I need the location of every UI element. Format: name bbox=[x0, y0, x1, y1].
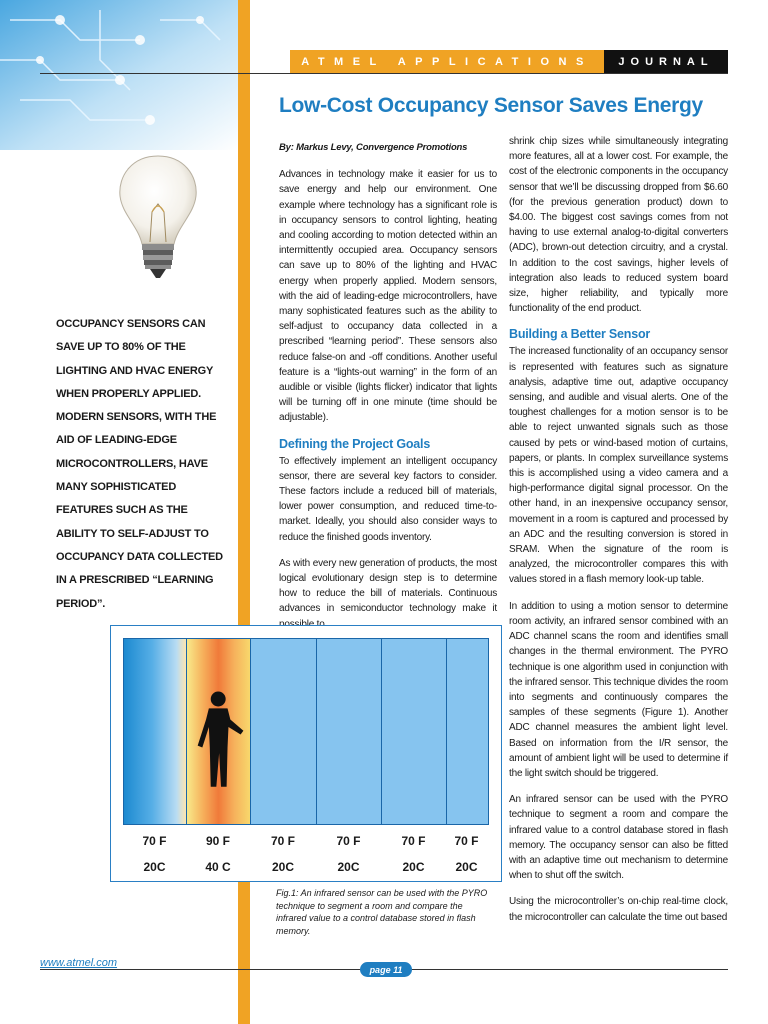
temp-f-label: 70 F bbox=[270, 834, 295, 848]
byline: By: Markus Levy, Convergence Promotions bbox=[279, 142, 468, 153]
header-brand: ATMEL APPLICATIONS bbox=[290, 50, 604, 74]
subheading: Defining the Project Goals bbox=[279, 436, 431, 451]
article-title: Low-Cost Occupancy Sensor Saves Energy bbox=[279, 94, 703, 117]
temp-f-label: 90 F bbox=[205, 834, 230, 848]
paragraph: shrink chip sizes while simultaneously integrating more features, all at a lower cost. For example, the cost of the electronic components in the occupancy sensor that we’ll be discussing dropped from $6.60 (for the previous generation product) down to $4.00. The biggest cost savings comes from not having to use external analog-to-digital converters (ADC), brown-out detection circuitry, and a crystal. In addition to the cost savings, higher levels of integration also leads to reduced system board size, higher reliability, and typically more functionality of the end product. bbox=[509, 136, 728, 315]
sidebar-pullquote: OCCUPANCY SENSORS CAN SAVE UP TO 80% OF THE LIGHTING AND HVAC ENERGY WHEN PROPERLY APPLIED. MODERN SENSORS, WITH THE AID OF LEADING-EDGE MICROCONTROLLERS, HAVE MANY SOPHISTICATED FEATURES SUCH AS THE ABILITY TO SELF-ADJUST TO OCCUPANCY DATA COLLECTED IN A PRESCRIBED “LEARNING PERIOD”. bbox=[56, 318, 223, 610]
room-segments-diagram bbox=[123, 638, 489, 825]
paragraph: An infrared sensor can be used with the PYRO technique to segment a room and compare the infrared value to a control database stored in flash memory. The occupancy sensor can also be fitted with an adaptive time out mechanism to determine when to shut off the switch. bbox=[509, 794, 728, 882]
fahrenheit-row bbox=[123, 828, 487, 854]
temp-c-label: 20C bbox=[337, 860, 360, 874]
temp-f-label: 70 F bbox=[336, 834, 361, 848]
figure-caption: Fig.1: An infrared sensor can be used with the PYRO technique to segment a room and compare the infrared value to a control database stored in flash memory. bbox=[276, 888, 488, 936]
paragraph: As with every new generation of products, the most logical evolutionary design step is to determine how to reduce the bill of materials. Continuous advances in semiconductor technology make it bbox=[279, 557, 497, 615]
top-divider bbox=[40, 73, 728, 74]
room-segment bbox=[382, 639, 447, 824]
temp-c-label: 20C bbox=[402, 860, 425, 874]
subheading: Building a Better Sensor bbox=[509, 327, 651, 342]
header-section: JOURNAL bbox=[604, 50, 728, 74]
figure-1 bbox=[110, 625, 502, 882]
article-column-1 bbox=[279, 140, 497, 643]
temp-c-label: 40 C bbox=[205, 860, 231, 874]
paragraph: Advances in technology make it easier for us to save energy and help our environment. One example where technology has a significant role is in occupancy sensors to control lighting, heating and cooling according to motion detected within an intermittently occupied area. Occupancy sensors can save up to 80% of the lighting and HVAC energy when properly applied. Modern sensors, with the aid of leading-edge microcontrollers, have many sophisticated features such as the ability to self-adjust to occupancy data collected in a prescribed “learning period”. These sensors also reduce false-on and -off conditions. Another useful feature is a “lights-out warning” in the form of an audible or visible (lights flicker) indicator that lights will be turning off in one minute (time should be adjustable). bbox=[279, 169, 497, 424]
paragraph: To effectively implement an intelligent occupancy sensor, there are several key factors to consider. These factors include a reduced bill of materials, lower power consumption, and reduced time-to-market. Ideally, you should also consider ways to reduce the finished goods inventory. bbox=[279, 455, 497, 543]
website-link[interactable]: www.atmel.com bbox=[40, 957, 118, 969]
article-column-2 bbox=[509, 134, 728, 936]
temp-c-label: 20C bbox=[271, 860, 294, 874]
person-silhouette-icon bbox=[193, 689, 249, 793]
temp-c-label: 20C bbox=[143, 860, 166, 874]
room-segment bbox=[317, 639, 382, 824]
temp-c-label: 20C bbox=[455, 860, 478, 874]
journal-header bbox=[290, 50, 728, 74]
paragraph: In addition to using a motion sensor to determine room activity, an infrared sensor combined with an ADC channel scans the room and identifies small changes in the thermal environment. The PYRO technique is one algorithm used in conjunction with the infrared sensor. This technique divides the room into segments and continuously compares the samples of these segments (Figure 1). Another ADC channel measures the ambient light level. Based on information from the I/R sensor, the amount of ambient light will be used to determine if the light switch should be triggered. bbox=[509, 600, 728, 779]
paragraph: The increased functionality of an occupancy sensor is represented with features such as signature analysis, adaptive time out, adaptive occupancy sensing, and audible and visual alerts. One of the toughest challenges for a motion sensor is to be able to reject unwanted signals such as those caused by pets or wind-based motion of curtains, papers, or plants. In complex surveillance systems this is accomplished using a video camera and a high-performance digital signal processor. On the other hand, in an inexpensive occupancy sensor, movement in a room is captured and processed by an ADC and the resulting conversion is stored in SRAM. When the signature of the room is analyzed, the microcontroller compares this with values stored in a flash memory look-up table. bbox=[509, 346, 728, 586]
temperature-labels bbox=[123, 828, 487, 880]
room-segment bbox=[124, 639, 187, 824]
circuit-pattern-decoration bbox=[0, 0, 240, 150]
room-segment bbox=[251, 639, 317, 824]
temp-f-label: 70 F bbox=[142, 834, 167, 848]
room-segment bbox=[447, 639, 488, 824]
light-bulb-icon bbox=[108, 152, 208, 282]
celsius-row bbox=[123, 854, 487, 880]
temp-f-label: 70 F bbox=[454, 834, 479, 848]
paragraph: Using the microcontroller’s on-chip real-time clock, the microcontroller can calculate the time out based bbox=[509, 896, 728, 923]
temp-f-label: 70 F bbox=[401, 834, 426, 848]
page-number-badge: page 11 bbox=[360, 962, 412, 977]
room-segment-occupied bbox=[187, 639, 251, 824]
